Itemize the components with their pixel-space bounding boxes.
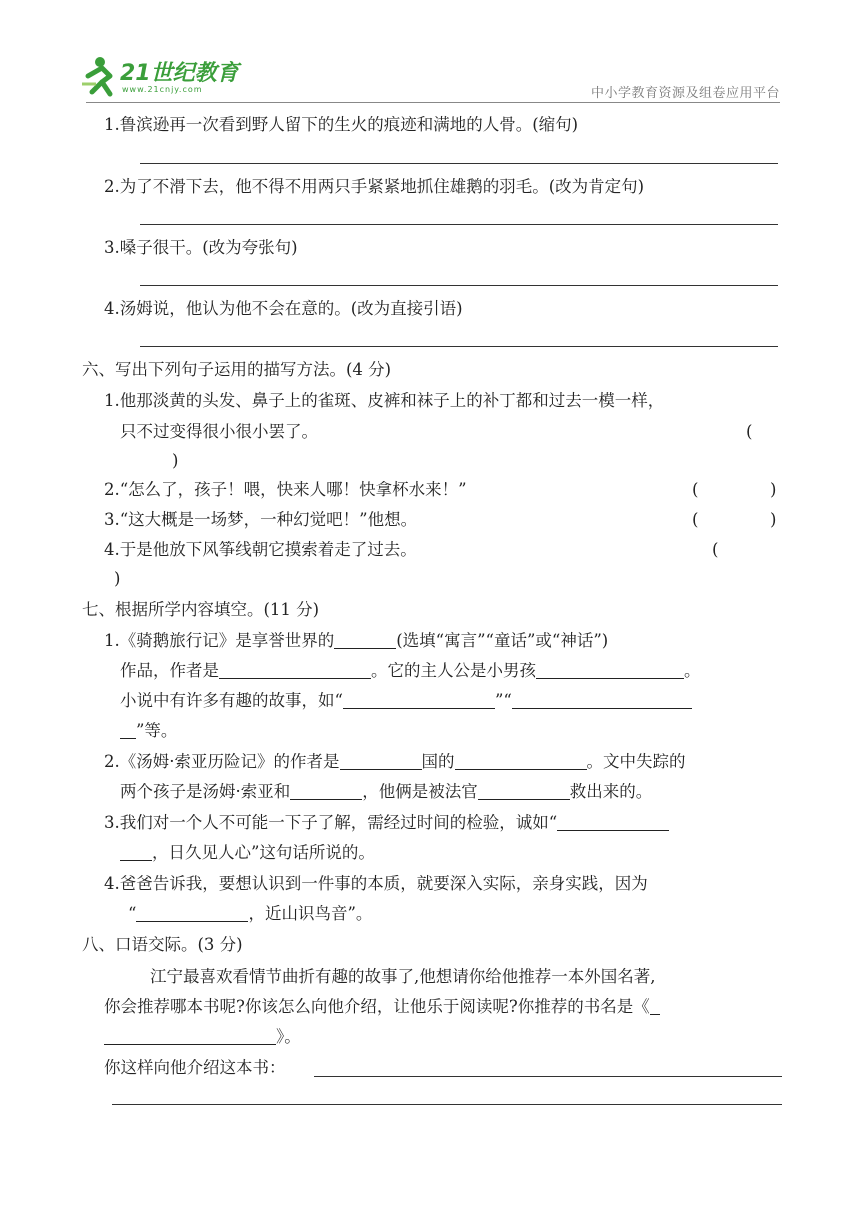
s6-item-4-paren-open: ( [712,540,719,559]
answer-line-3[interactable] [140,285,778,286]
s6-item-4: 4.于是他放下风筝线朝它摸索着走了过去。 [104,540,417,559]
s6-item-4-paren-close: ) [114,569,121,588]
text: 。 [684,661,701,680]
question-2: 2.为了不滑下去，他不得不用两只手紧紧地抓住雄鹅的羽毛。(改为肯定句) [104,177,645,196]
blank[interactable] [340,751,422,770]
text: 》。 [276,1027,301,1046]
blank[interactable] [536,660,684,679]
header-divider [86,102,780,103]
s6-item-2-paren-close: ) [770,480,777,499]
logo-text: 21世纪教育 [120,61,239,86]
text: ，日久见人心”这句话所说的。 [152,843,375,862]
blank[interactable] [120,842,152,861]
logo [80,54,270,100]
section-8-title: 八、口语交际。(3 分) [82,935,243,954]
intro-answer-line-1[interactable] [314,1076,782,1077]
blank[interactable] [650,996,660,1015]
question-4: 4.汤姆说，他认为他不会在意的。(改为直接引语) [104,299,463,318]
text: 救出来的。 [569,782,653,801]
blank[interactable] [136,903,248,922]
text: 小说中有许多有趣的故事，如“ [120,691,343,710]
logo-url: www.21cnjy.com [122,85,203,94]
header-tagline: 中小学教育资源及组卷应用平台 [590,86,780,101]
s7-item-2-line-1 [104,751,686,773]
s7-item-2-line-2 [120,781,652,803]
section-6-title: 六、写出下列句子运用的描写方法。(4 分) [82,360,392,379]
s7-item-1-line-1 [104,630,608,652]
page-header [80,40,780,106]
text: 国的 [421,752,455,771]
blank[interactable] [219,660,371,679]
s8-intro-label: 你这样向他介绍这本书： [104,1058,286,1077]
text: “ [128,904,137,923]
blank[interactable] [478,781,570,800]
text: 1.《骑鹅旅行记》是享誉世界的 [104,631,335,650]
text: (选填“寓言”“童话”或“神话”) [396,631,609,650]
s6-item-3-paren-close: ) [770,510,777,529]
text: ”等。 [136,721,178,740]
section-7-title: 七、根据所学内容填空。(11 分) [82,600,320,619]
text: 2.《汤姆·索亚历险记》的作者是 [104,752,340,771]
blank[interactable] [290,781,362,800]
text: 你会推荐哪本书呢?你该怎么向他介绍，让他乐于阅读呢?你推荐的书名是《 [104,997,650,1016]
s6-item-1-line-1: 1.他那淡黄的头发、鼻子上的雀斑、皮裤和袜子上的补丁都和过去一模一样， [104,391,665,410]
blank[interactable] [343,690,495,709]
blank[interactable] [455,751,587,770]
answer-line-4[interactable] [140,346,778,347]
blank[interactable] [120,720,136,739]
text: 作品，作者是 [120,661,219,680]
text: 。它的主人公是小男孩 [371,661,536,680]
blank[interactable] [512,690,692,709]
intro-answer-line-2[interactable] [112,1104,782,1105]
s6-item-1-paren-open: ( [746,422,753,441]
s6-item-3-paren-open: ( [692,510,699,529]
text: 3.我们对一个人不可能一下子了解，需经过时间的检验，诚如“ [104,813,558,832]
s8-paragraph-line-3 [104,1026,301,1048]
s8-paragraph-line-1: 江宁最喜欢看情节曲折有趣的故事了,他想请你给他推荐一本外国名著, [150,967,656,986]
answer-line-1[interactable] [140,163,778,164]
s7-item-4-line-1: 4.爸爸告诉我，要想认识到一件事的本质，就要深入实际，亲身实践，因为 [104,874,648,893]
s8-paragraph-line-2 [104,996,660,1018]
text: ，他俩是被法官 [362,782,478,801]
s6-item-3: 3.“这大概是一场梦，一种幻觉吧！”他想。 [104,510,418,529]
s6-item-2-paren-open: ( [692,480,699,499]
answer-line-2[interactable] [140,224,778,225]
question-3: 3.嗓子很干。(改为夸张句) [104,238,298,257]
s7-item-3-line-2 [120,842,375,864]
text: ，近山识鸟音”。 [248,904,373,923]
s7-item-3-line-1 [104,812,669,834]
s7-item-1-line-2 [120,660,701,682]
s7-item-1-line-4 [120,720,177,742]
text: 。文中失踪的 [586,752,686,771]
text: ”“ [494,691,512,710]
s6-item-2: 2.“怎么了，孩子！喂，快来人哪！快拿杯水来！” [104,480,467,499]
book-title-blank[interactable] [104,1026,276,1045]
s6-item-1-line-2: 只不过变得很小很小罢了。 [120,422,318,441]
s7-item-4-line-2 [128,903,372,925]
blank[interactable] [334,630,396,649]
text: 两个孩子是汤姆·索亚和 [120,782,291,801]
blank[interactable] [557,812,669,831]
s6-item-1-paren-close: ) [172,451,179,470]
s7-item-1-line-3 [120,690,692,712]
question-1: 1.鲁滨逊再一次看到野人留下的生火的痕迹和满地的人骨。(缩句) [104,115,579,134]
